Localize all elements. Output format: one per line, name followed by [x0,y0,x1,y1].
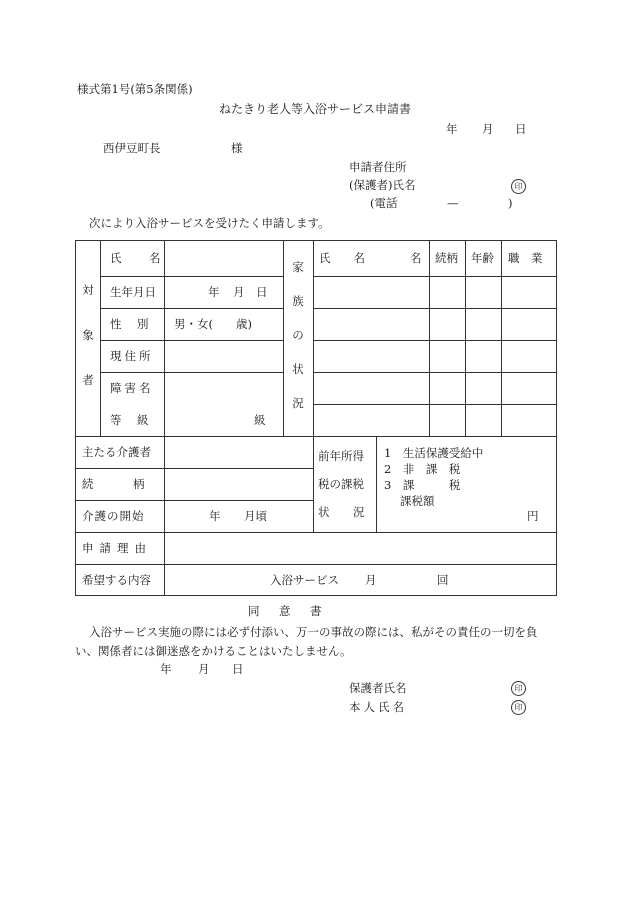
date-day: 日 [515,122,527,136]
request-times: 回 [437,573,449,587]
dob-label: 生年月日 [110,285,156,299]
tax-label-1: 前年所得 [318,449,364,463]
relation-label: 続 柄 [82,477,159,491]
care-start-month: 月頃 [244,509,267,523]
date-month: 月 [482,122,494,136]
dob-month: 月 [233,285,245,299]
phone-dash: — [447,196,459,210]
family-name-header-end: 名 [410,251,422,265]
reason-label: 申請理由 [82,541,152,555]
grade-value: 級 [254,413,266,427]
family-age-header: 年齢 [471,251,494,265]
tax-option-1: 1 生活保護受給中 [384,446,484,460]
care-start-year: 年 [209,509,221,523]
guardian-seal-icon: 印 [511,681,526,696]
tax-amount-unit: 円 [527,509,539,523]
request-service: 入浴サービス [270,573,339,587]
phone-close: ) [508,196,513,210]
grade-label: 等 級 [110,413,151,427]
family-job-header: 職 業 [508,251,543,265]
tax-option-2: 2 非 課 税 [384,462,461,476]
dob-year: 年 [208,285,220,299]
name-label: 氏 名 [110,251,169,265]
dob-day: 日 [256,285,268,299]
applicant-name-label: (保護者)氏名 [349,178,416,192]
sex-label: 性 別 [110,317,151,331]
date-year: 年 [446,122,458,136]
family-name-header: 氏 名 [319,251,365,265]
applicant-address-label: 申請者住所 [349,160,407,174]
form-number: 様式第1号(第5条関係) [77,82,193,96]
addressee-honorific: 様 [231,141,243,155]
self-seal-icon: 印 [511,700,526,715]
tax-amount-label: 課税額 [400,494,435,508]
consent-date-day: 日 [232,662,244,676]
sex-value: 男・女( 歳) [174,317,252,331]
intro-text: 次により入浴サービスを受けたく申請します。 [89,216,330,230]
consent-date-month: 月 [198,662,210,676]
request-month: 月 [365,573,377,587]
consent-title: 同 意 書 [248,604,326,618]
disability-label: 障害名 [110,381,154,395]
address-label: 現住所 [110,349,154,363]
addressee: 西伊豆町長 [103,141,161,155]
request-label: 希望する内容 [82,573,151,587]
care-start-label: 介護の開始 [82,509,145,523]
guardian-name-label: 保護者氏名 [349,681,407,695]
tax-label-3: 状 況 [318,505,371,519]
consent-text-line1: 入浴サービス実施の際には必ず付添い、万一の事故の際には、私がその責任の一切を負 [89,625,538,639]
seal-icon: 印 [511,179,526,194]
consent-text-line2: い、関係者には御迷惑をかけることはいたしません。 [75,644,352,658]
self-name-label: 本人氏名 [349,700,407,714]
tax-option-3: 3 課 税 [384,478,461,492]
tax-label-2: 税の課税 [318,477,364,491]
family-relation-header: 続柄 [435,251,458,265]
phone-open: (電話 [370,196,398,210]
consent-date-year: 年 [160,662,172,676]
form-title: ねたきり老人等入浴サービス申請書 [219,102,412,116]
caregiver-label: 主たる介護者 [82,445,151,459]
